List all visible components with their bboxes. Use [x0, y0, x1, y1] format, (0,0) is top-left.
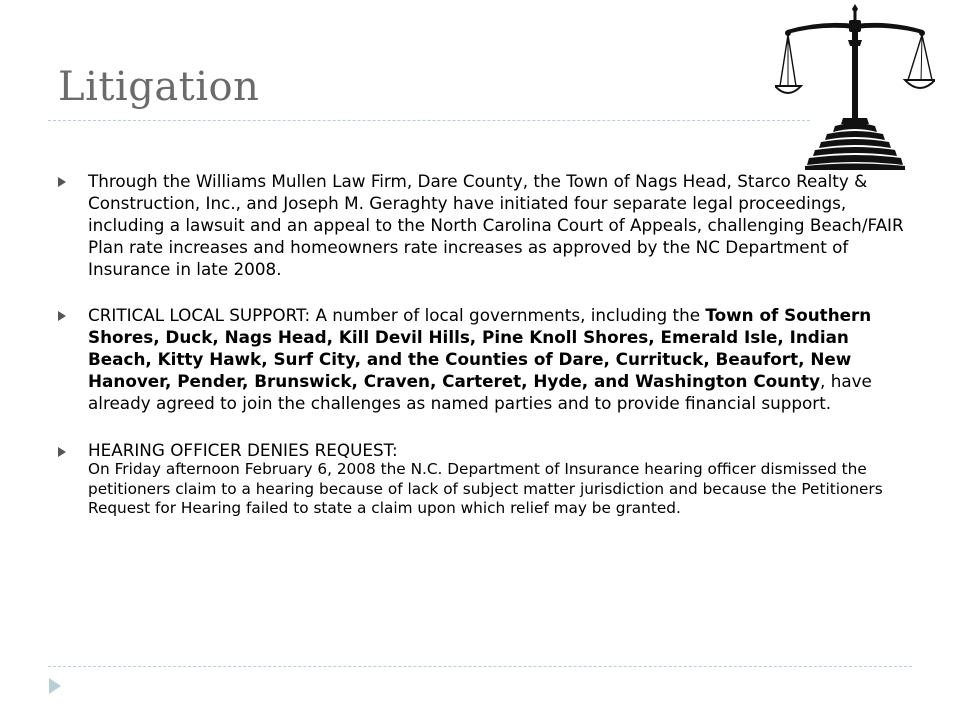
triangle-bullet-icon [58, 311, 66, 321]
triangle-bullet-icon [58, 447, 66, 457]
bullet-text: Through the Williams Mullen Law Firm, Dare County, the Town of Nags Head, Starco Realty & Construction, Inc., and Joseph M. Geraghty have initiated four separate legal proceedings, including a lawsuit and an appeal to the North Carolina Court of Appeals, challenging Beach/FAIR Plan rate increases and homeowners rate increases as approved by the NC Department of Insurance in late 2008. [88, 171, 904, 279]
bullet-item-hearing-officer [58, 440, 918, 519]
bullet-text-tail: , have already agreed to join the challenges as named parties and to provide financial support. [88, 371, 872, 413]
scales-of-justice-icon [775, 0, 935, 172]
triangle-bullet-icon [58, 177, 66, 187]
bullet-text-lead: CRITICAL LOCAL SUPPORT: A number of local governments, including the [88, 305, 706, 325]
slide-title: Litigation [58, 64, 260, 110]
nav-arrow-icon[interactable] [48, 677, 62, 695]
bullet-item-local-support [58, 304, 918, 414]
bullet-text-bold-governments: Town of Southern Shores, Duck, Nags Head, Kill Devil Hills, Pine Knoll Shores, Emerald Isle, Indian Beach, Kitty Hawk, Surf City, and the Counties of Dare, Currituck, Beaufort, New Hanover, Pender, Brunswick, Craven, Carteret, Hyde, and Washington County [88, 305, 872, 391]
bullet-heading: HEARING OFFICER DENIES REQUEST: [88, 440, 398, 460]
footer-divider [48, 666, 912, 667]
bullet-item-legal-proceedings [58, 170, 918, 280]
title-divider [48, 120, 810, 121]
bullet-list [58, 170, 918, 519]
bullet-text: On Friday afternoon February 6, 2008 the N.C. Department of Insurance hearing officer dismissed the petitioners claim to a hearing because of lack of subject matter jurisdiction and because the Petitioners Request for Hearing failed to state a claim upon which relief may be granted. [88, 460, 883, 517]
